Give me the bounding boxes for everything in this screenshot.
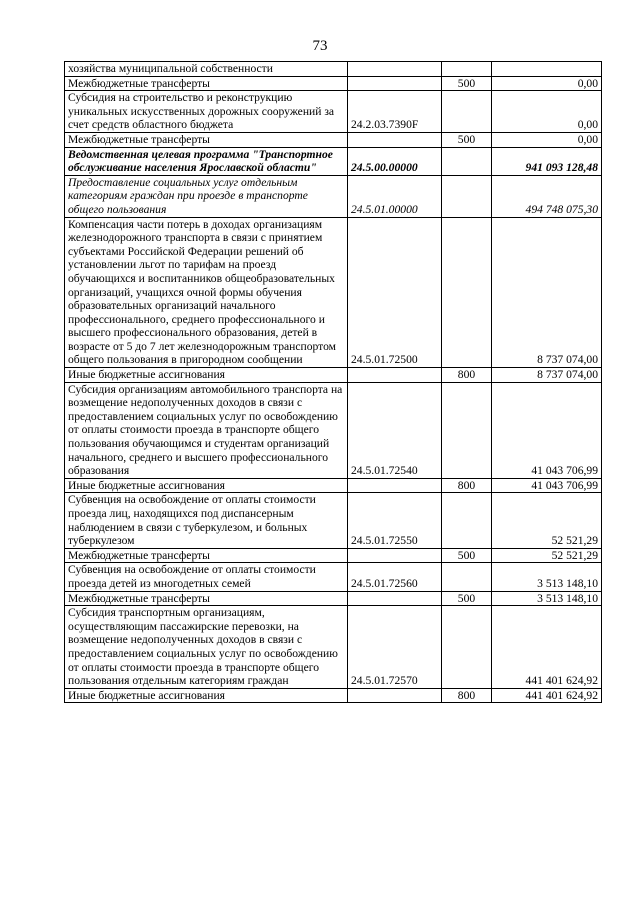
expense-type-cell: 800	[442, 478, 492, 493]
budget-table	[64, 61, 602, 703]
target-article-cell	[348, 548, 442, 563]
amount-cell	[492, 62, 602, 77]
row-name-cell: Субсидия организациям автомобильного транспорта на возмещение недополученных доходов в связи с предоставлением социальных услуг по освобождению от оплаты стоимости проезда в транспорте общего пользования обучающимся и студентам организаций начального, среднего и высшего профессионального образования	[65, 382, 348, 478]
row-name-cell: Межбюджетные трансферты	[65, 76, 348, 91]
target-article-cell	[348, 591, 442, 606]
expense-type-cell	[442, 175, 492, 217]
expense-type-cell	[442, 91, 492, 133]
amount-cell: 8 737 074,00	[492, 368, 602, 383]
target-article-cell	[348, 688, 442, 703]
row-name-cell: хозяйства муниципальной собственности	[65, 62, 348, 77]
amount-cell: 441 401 624,92	[492, 606, 602, 689]
expense-type-cell: 500	[442, 132, 492, 147]
table-row	[65, 62, 602, 77]
row-name-cell: Субвенция на освобождение от оплаты стоимости проезда детей из многодетных семей	[65, 563, 348, 591]
table-row	[65, 147, 602, 175]
amount-cell: 0,00	[492, 132, 602, 147]
expense-type-cell: 500	[442, 76, 492, 91]
budget-table-body	[65, 62, 602, 703]
target-article-cell: 24.5.01.72500	[348, 217, 442, 368]
expense-type-cell	[442, 563, 492, 591]
expense-type-cell	[442, 493, 492, 548]
row-name-cell: Субсидия на строительство и реконструкцию уникальных искусственных дорожных сооружений за счет средств областного бюджета	[65, 91, 348, 133]
expense-type-cell	[442, 217, 492, 368]
amount-cell: 52 521,29	[492, 548, 602, 563]
amount-cell: 41 043 706,99	[492, 382, 602, 478]
amount-cell: 494 748 075,30	[492, 175, 602, 217]
expense-type-cell	[442, 62, 492, 77]
expense-type-cell: 800	[442, 368, 492, 383]
row-name-cell: Компенсация части потерь в доходах организациям железнодорожного транспорта в связи с принятием субъектами Российской Федерации решений об установлении льгот по тарифам на проезд обучающихся и воспитанников общеобразовательных организаций, учащихся очной формы обучения образовательных организаций начального профессионального, среднего профессионального и высшего профессионального образования, детей в возрасте от 5 до 7 лет железнодорожным транспортом общего пользования в пригородном сообщении	[65, 217, 348, 368]
expense-type-cell	[442, 382, 492, 478]
expense-type-cell: 500	[442, 548, 492, 563]
row-name-cell: Предоставление социальных услуг отдельным категориям граждан при проезде в транспорте общего пользования	[65, 175, 348, 217]
amount-cell: 41 043 706,99	[492, 478, 602, 493]
page-number: 73	[312, 38, 328, 54]
table-row	[65, 688, 602, 703]
row-name-cell: Субсидия транспортным организациям, осуществляющим пассажирские перевозки, на возмещение недополученных доходов в связи с предоставлением социальных услуг по освобождению от оплаты стоимости проезда в транспорте общего пользования отдельным категориям граждан	[65, 606, 348, 689]
table-row	[65, 132, 602, 147]
amount-cell: 441 401 624,92	[492, 688, 602, 703]
target-article-cell	[348, 76, 442, 91]
target-article-cell: 24.5.01.72560	[348, 563, 442, 591]
table-row	[65, 217, 602, 368]
row-name-cell: Ведомственная целевая программа "Транспортное обслуживание населения Ярославской области"	[65, 147, 348, 175]
table-row	[65, 76, 602, 91]
target-article-cell	[348, 478, 442, 493]
amount-cell: 3 513 148,10	[492, 563, 602, 591]
row-name-cell: Межбюджетные трансферты	[65, 591, 348, 606]
target-article-cell	[348, 368, 442, 383]
table-row	[65, 175, 602, 217]
table-row	[65, 382, 602, 478]
table-row	[65, 368, 602, 383]
target-article-cell: 24.2.03.7390F	[348, 91, 442, 133]
table-row	[65, 493, 602, 548]
row-name-cell: Межбюджетные трансферты	[65, 132, 348, 147]
target-article-cell	[348, 132, 442, 147]
target-article-cell: 24.5.01.72550	[348, 493, 442, 548]
amount-cell: 0,00	[492, 76, 602, 91]
amount-cell: 941 093 128,48	[492, 147, 602, 175]
table-row	[65, 563, 602, 591]
amount-cell: 8 737 074,00	[492, 217, 602, 368]
target-article-cell	[348, 62, 442, 77]
target-article-cell: 24.5.00.00000	[348, 147, 442, 175]
expense-type-cell	[442, 147, 492, 175]
row-name-cell: Иные бюджетные ассигнования	[65, 478, 348, 493]
table-row	[65, 591, 602, 606]
expense-type-cell: 800	[442, 688, 492, 703]
target-article-cell: 24.5.01.72540	[348, 382, 442, 478]
table-row	[65, 548, 602, 563]
amount-cell: 0,00	[492, 91, 602, 133]
row-name-cell: Межбюджетные трансферты	[65, 548, 348, 563]
amount-cell: 52 521,29	[492, 493, 602, 548]
target-article-cell: 24.5.01.72570	[348, 606, 442, 689]
row-name-cell: Иные бюджетные ассигнования	[65, 368, 348, 383]
table-row	[65, 478, 602, 493]
amount-cell: 3 513 148,10	[492, 591, 602, 606]
table-row	[65, 606, 602, 689]
row-name-cell: Субвенция на освобождение от оплаты стоимости проезда лиц, находящихся под диспансерным наблюдением в связи с туберкулезом, и больных туберкулезом	[65, 493, 348, 548]
row-name-cell: Иные бюджетные ассигнования	[65, 688, 348, 703]
table-row	[65, 91, 602, 133]
target-article-cell: 24.5.01.00000	[348, 175, 442, 217]
expense-type-cell: 500	[442, 591, 492, 606]
expense-type-cell	[442, 606, 492, 689]
